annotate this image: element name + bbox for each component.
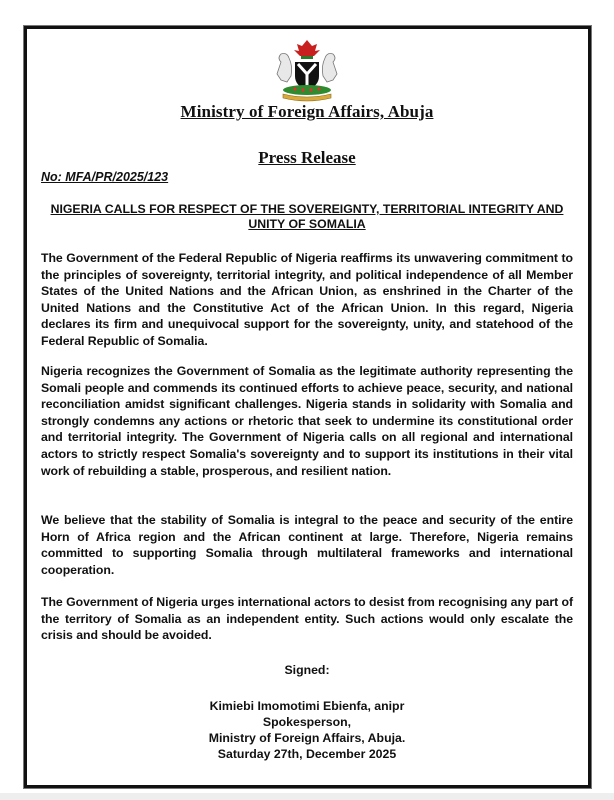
ministry-title: Ministry of Foreign Affairs, Abuja — [180, 102, 434, 121]
paragraph-3: We believe that the stability of Somalia is integral to the peace and security of the entire Horn of Africa region and the African continent at large. Therefore, Nigeria remains committed to supporting Somalia through multilateral frameworks and international cooperation. — [41, 513, 573, 577]
release-date: Saturday 27th, December 2025 — [217, 747, 397, 761]
reference-number: No: MFA/PR/2025/123 — [41, 170, 169, 184]
coat-of-arms-icon — [267, 38, 347, 102]
headline: NIGERIA CALLS FOR RESPECT OF THE SOVEREIGNTY, TERRITORIAL INTEGRITY AND UNITY OF SOMALIA — [50, 202, 564, 231]
viewer-bottom-bar — [0, 793, 614, 800]
paragraph-1: The Government of the Federal Republic of Nigeria reaffirms its unwavering commitment to the principles of sovereignty, territorial integrity, and political independence of all Member States of the United Nations and the African Union, as enshrined in the Charter of the United Nations and the Constitutive Act of the African Union. In this regard, Nigeria declares its firm and unequivocal support for the sovereignty, unity, and statehood of the Federal Republic of Somalia. — [41, 251, 573, 348]
paragraph-4: The Government of Nigeria urges international actors to desist from recognising any part of the territory of Somalia as an independent entity. Such actions would only escalate the crisis and should be avoided. — [41, 595, 573, 643]
signatory-title: Spokesperson, — [262, 715, 352, 729]
signed-label: Signed: — [284, 663, 330, 677]
paragraph-2: Nigeria recognizes the Government of Somalia as the legitimate authority representing the Somali people and commends its continued efforts to achieve peace, security, and national reconciliation amidst significant challenges. Nigeria stands in solidarity with Somalia and strongly condemns any actions or rhetoric that seek to undermine its constitutional order and territorial integrity. The Government of Nigeria calls on all regional and international actors to strictly respect Somalia's sovereignty and to support its institutions in their vital work of rebuilding a stable, prosperous, and resilient nation. — [41, 364, 573, 478]
signatory-name: Kimiebi Imomotimi Ebienfa, anipr — [209, 699, 405, 713]
signatory-office: Ministry of Foreign Affairs, Abuja. — [208, 731, 406, 745]
document-type: Press Release — [258, 148, 356, 167]
